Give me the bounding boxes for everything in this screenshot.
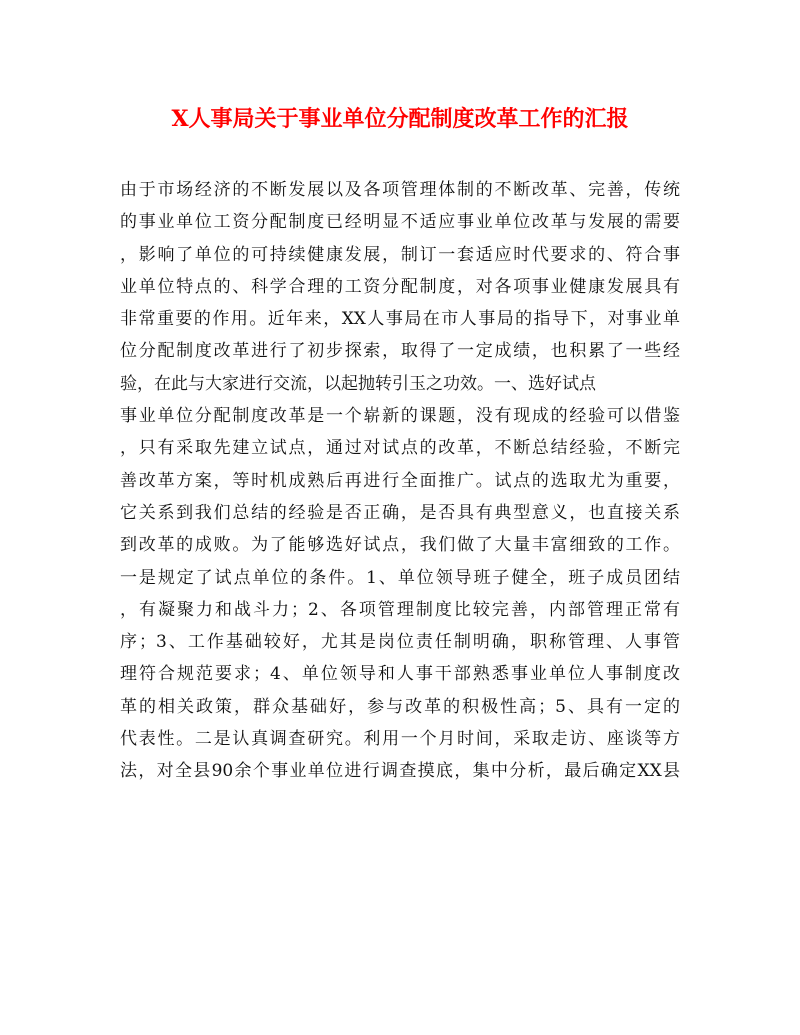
body-line: 序；3、工作基础较好，尤其是岗位责任制明确，职称管理、人事管 [120, 632, 680, 653]
body-line: ，只有采取先建立试点，通过对试点的改革，不断总结经验，不断完 [120, 438, 680, 459]
body-line: 由于市场经济的不断发展以及各项管理体制的不断改革、完善，传统 [120, 180, 680, 200]
body-line: 事业单位分配制度改革是一个崭新的课题，没有现成的经验可以借鉴 [120, 406, 680, 427]
body-line: ，影响了单位的可持续健康发展，制订一套适应时代要求的、符合事 [120, 244, 680, 265]
body-line: 到改革的成败。为了能够选好试点，我们做了大量丰富细致的工作。 [120, 535, 680, 556]
body-line: 非常重要的作用。近年来，XX人事局在市人事局的指导下，对事业单 [120, 309, 680, 330]
body-line: 法，对全县90余个事业单位进行调查摸底，集中分析，最后确定XX县 [120, 761, 680, 782]
document-title: X人事局关于事业单位分配制度改革工作的汇报 [171, 106, 629, 132]
body-line: 位分配制度改革进行了初步探索，取得了一定成绩，也积累了一些经 [120, 341, 680, 362]
body-line: 理符合规范要求；4、单位领导和人事干部熟悉事业单位人事制度改 [120, 664, 680, 685]
body-line: 一是规定了试点单位的条件。1、单位领导班子健全，班子成员团结 [120, 567, 680, 588]
body-line: ，有凝聚力和战斗力；2、各项管理制度比较完善，内部管理正常有 [120, 599, 680, 620]
body-line: 善改革方案，等时机成熟后再进行全面推广。试点的选取尤为重要， [120, 470, 680, 491]
body-line: 革的相关政策，群众基础好，参与改革的积极性高；5、具有一定的 [120, 696, 680, 717]
body-line: 验，在此与大家进行交流，以起抛转引玉之功效。一、选好试点 [120, 373, 596, 394]
body-line: 的事业单位工资分配制度已经明显不适应事业单位改革与发展的需要 [120, 212, 680, 233]
body-line: 它关系到我们总结的经验是否正确，是否具有典型意义，也直接关系 [120, 502, 680, 523]
body-line: 代表性。二是认真调查研究。利用一个月时间，采取走访、座谈等方 [120, 729, 680, 750]
document-body [120, 174, 680, 788]
body-line: 业单位特点的、科学合理的工资分配制度，对各项事业健康发展具有 [120, 276, 680, 297]
